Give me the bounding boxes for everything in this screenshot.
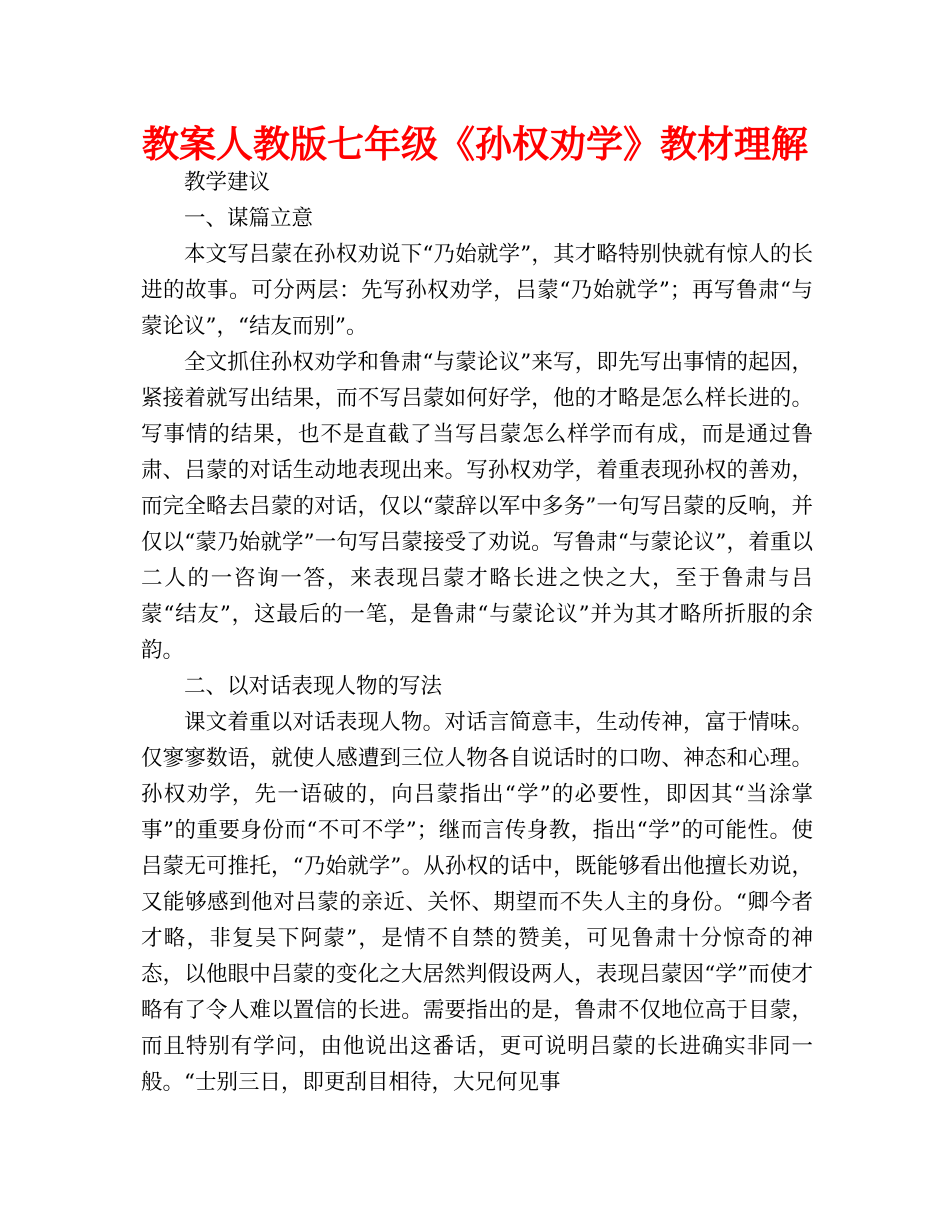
- paragraph: 本文写吕蒙在孙权劝说下“乃始就学”，其才略特别快就有惊人的长进的故事。可分两层：先写孙权劝学，吕蒙“乃始就学”；再写鲁肃“与蒙论议”，“结友而别”。: [141, 242, 813, 339]
- paragraph: 全文抓住孙权劝学和鲁肃“与蒙论议”来写，即先写出事情的起因，紧接着就写出结果，而不写吕蒙如何好学，他的才略是怎么样长进的。写事情的结果，也不是直截了当写吕蒙怎么样学而有成，而是通过鲁肃、吕蒙的对话生动地表现出来。写孙权劝学，着重表现孙权的善劝，而完全略去吕蒙的对话，仅以“蒙辞以军中多务”一句写吕蒙的反响，并仅以“蒙乃始就学”一句写吕蒙接受了劝说。写鲁肃“与蒙论议”，着重以二人的一咨询一答，来表现吕蒙才略长进之快之大，至于鲁肃与吕蒙“结友”，这最后的一笔，是鲁肃“与蒙论议”并为其才略所折服的余韵。: [141, 350, 813, 663]
- paragraph: 课文着重以对话表现人物。对话言简意丰，生动传神，富于情味。仅寥寥数语，就使人感遭到三位人物各自说话时的口吻、神态和心理。孙权劝学，先一语破的，向吕蒙指出“学”的必要性，即因其“当涂掌事”的重要身份而“不可不学”；继而言传身教，指出“学”的可能性。使吕蒙无可推托，“乃始就学”。从孙权的话中，既能够看出他擅长劝说，又能够感到他对吕蒙的亲近、关怀、期望而不失人主的身份。“卿今者才略，非复吴下阿蒙”，是情不自禁的赞美，可见鲁肃十分惊奇的神态，以他眼中吕蒙的变化之大居然判假设两人，表现吕蒙因“学”而使才略有了令人难以置信的长进。需要指出的是，鲁肃不仅地位高于目蒙，而且特别有学问，由他说出这番话，更可说明吕蒙的长进确实非同一般。“士别三日，即更刮目相待，大兄何见事: [141, 710, 813, 1095]
- section-heading-composition: 一、谋篇立意: [184, 206, 314, 231]
- document-body: [141, 165, 813, 1101]
- section-heading-dialogue: 二、以对话表现人物的写法: [184, 674, 443, 699]
- document-title: 教案人教版七年级《孙权劝学》教材理解: [142, 123, 808, 166]
- section-label-teaching-suggestions: 教学建议: [184, 170, 271, 195]
